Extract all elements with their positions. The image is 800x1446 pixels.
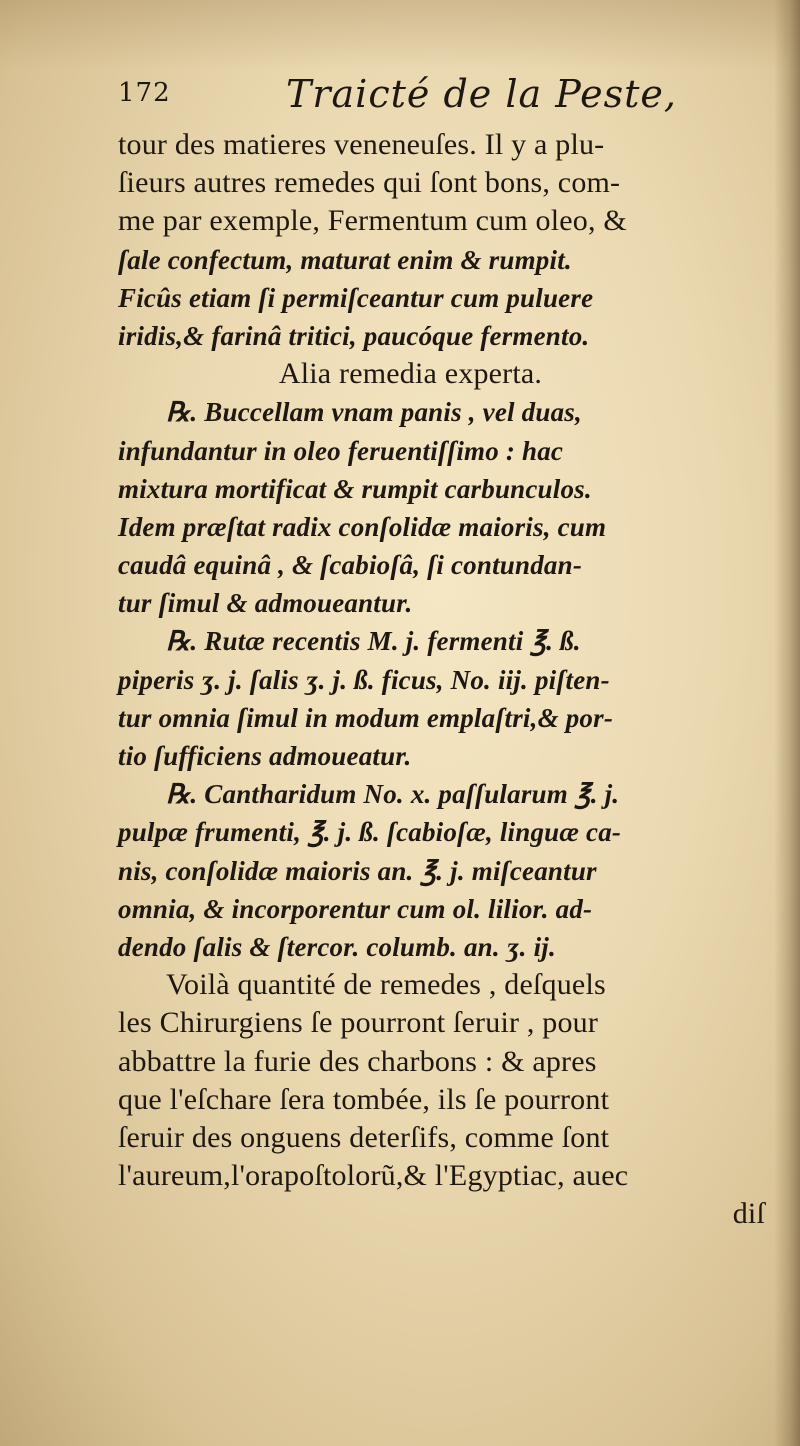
text-line: omnia, & incorporentur cum ol. lilior. ad- [118, 893, 593, 924]
text-line: ſale confectum, maturat enim & rumpit. [118, 244, 572, 275]
recipe-line: ℞. Cantharidum No. x. paſſularum ℥. j. [166, 779, 620, 810]
text-line: tur ſimul & admoueantur. [118, 588, 413, 619]
catchword: diſ [732, 1197, 765, 1231]
text-line: pulpæ frumenti, ℥. j. ß. ſcabioſæ, linguæ ca- [118, 817, 622, 848]
text-line: dendo ſalis & ſtercor. columb. an. ʒ. ij. [118, 931, 556, 962]
text-line: infundantur in oleo feruentiſſimo : hac [118, 435, 564, 466]
body-text [118, 126, 793, 1233]
text-line: l'aureum,l'orapoſtolorũ,& l'Egyptiac, auec [118, 1159, 629, 1193]
recipe-line: ℞. Buccellam vnam panis , vel duas, [166, 397, 582, 428]
section-heading: Alia remedia experta. [278, 357, 543, 391]
running-title: Traicté de la Peste, [286, 72, 677, 116]
text-line: ſeruir des onguens deterſifs, comme ſont [118, 1120, 610, 1154]
paragraph-start: Voilà quantité de remedes , deſquels [166, 968, 606, 1002]
text-line: iridis,& farinâ tritici, paucóque fermento. [118, 320, 590, 351]
page-number: 172 [118, 78, 171, 108]
text-line: les Chirurgiens ſe pourront ſeruir , pour [118, 1006, 599, 1040]
text-line: Ficûs etiam ſi permiſceantur cum puluere [118, 282, 594, 313]
text-block [118, 70, 793, 1233]
text-line: tour des matieres veneneuſes. Il y a plu- [118, 128, 605, 161]
text-line: me par exemple, Fermentum cum oleo, & [118, 204, 627, 238]
paper-stain [0, 0, 800, 70]
text-line: nis, conſolidæ maioris an. ℥. j. miſceantur [118, 855, 597, 886]
text-line: tur omnia ſimul in modum emplaſtri,& por- [118, 702, 614, 733]
text-line: caudâ equinâ , & ſcabioſâ, ſi contundan- [118, 550, 583, 581]
text-line: piperis ʒ. j. ſalis ʒ. j. ß. ficus, No. iij. piſten- [118, 664, 610, 695]
text-line: Idem præſtat radix conſolidæ maioris, cum [118, 511, 607, 542]
text-line: abbattre la furie des charbons : & apres [118, 1044, 597, 1078]
text-line: tio ſufficiens admoueatur. [118, 741, 412, 771]
text-line: que l'eſchare ſera tombée, ils ſe pourront [118, 1082, 610, 1116]
text-line: mixtura mortificat & rumpit carbunculos. [118, 473, 592, 504]
page-header [118, 70, 793, 126]
recipe-line: ℞. Rutæ recentis M. j. fermenti ℥. ß. [166, 626, 581, 657]
text-line: ſieurs autres remedes qui ſont bons, com- [118, 166, 621, 200]
